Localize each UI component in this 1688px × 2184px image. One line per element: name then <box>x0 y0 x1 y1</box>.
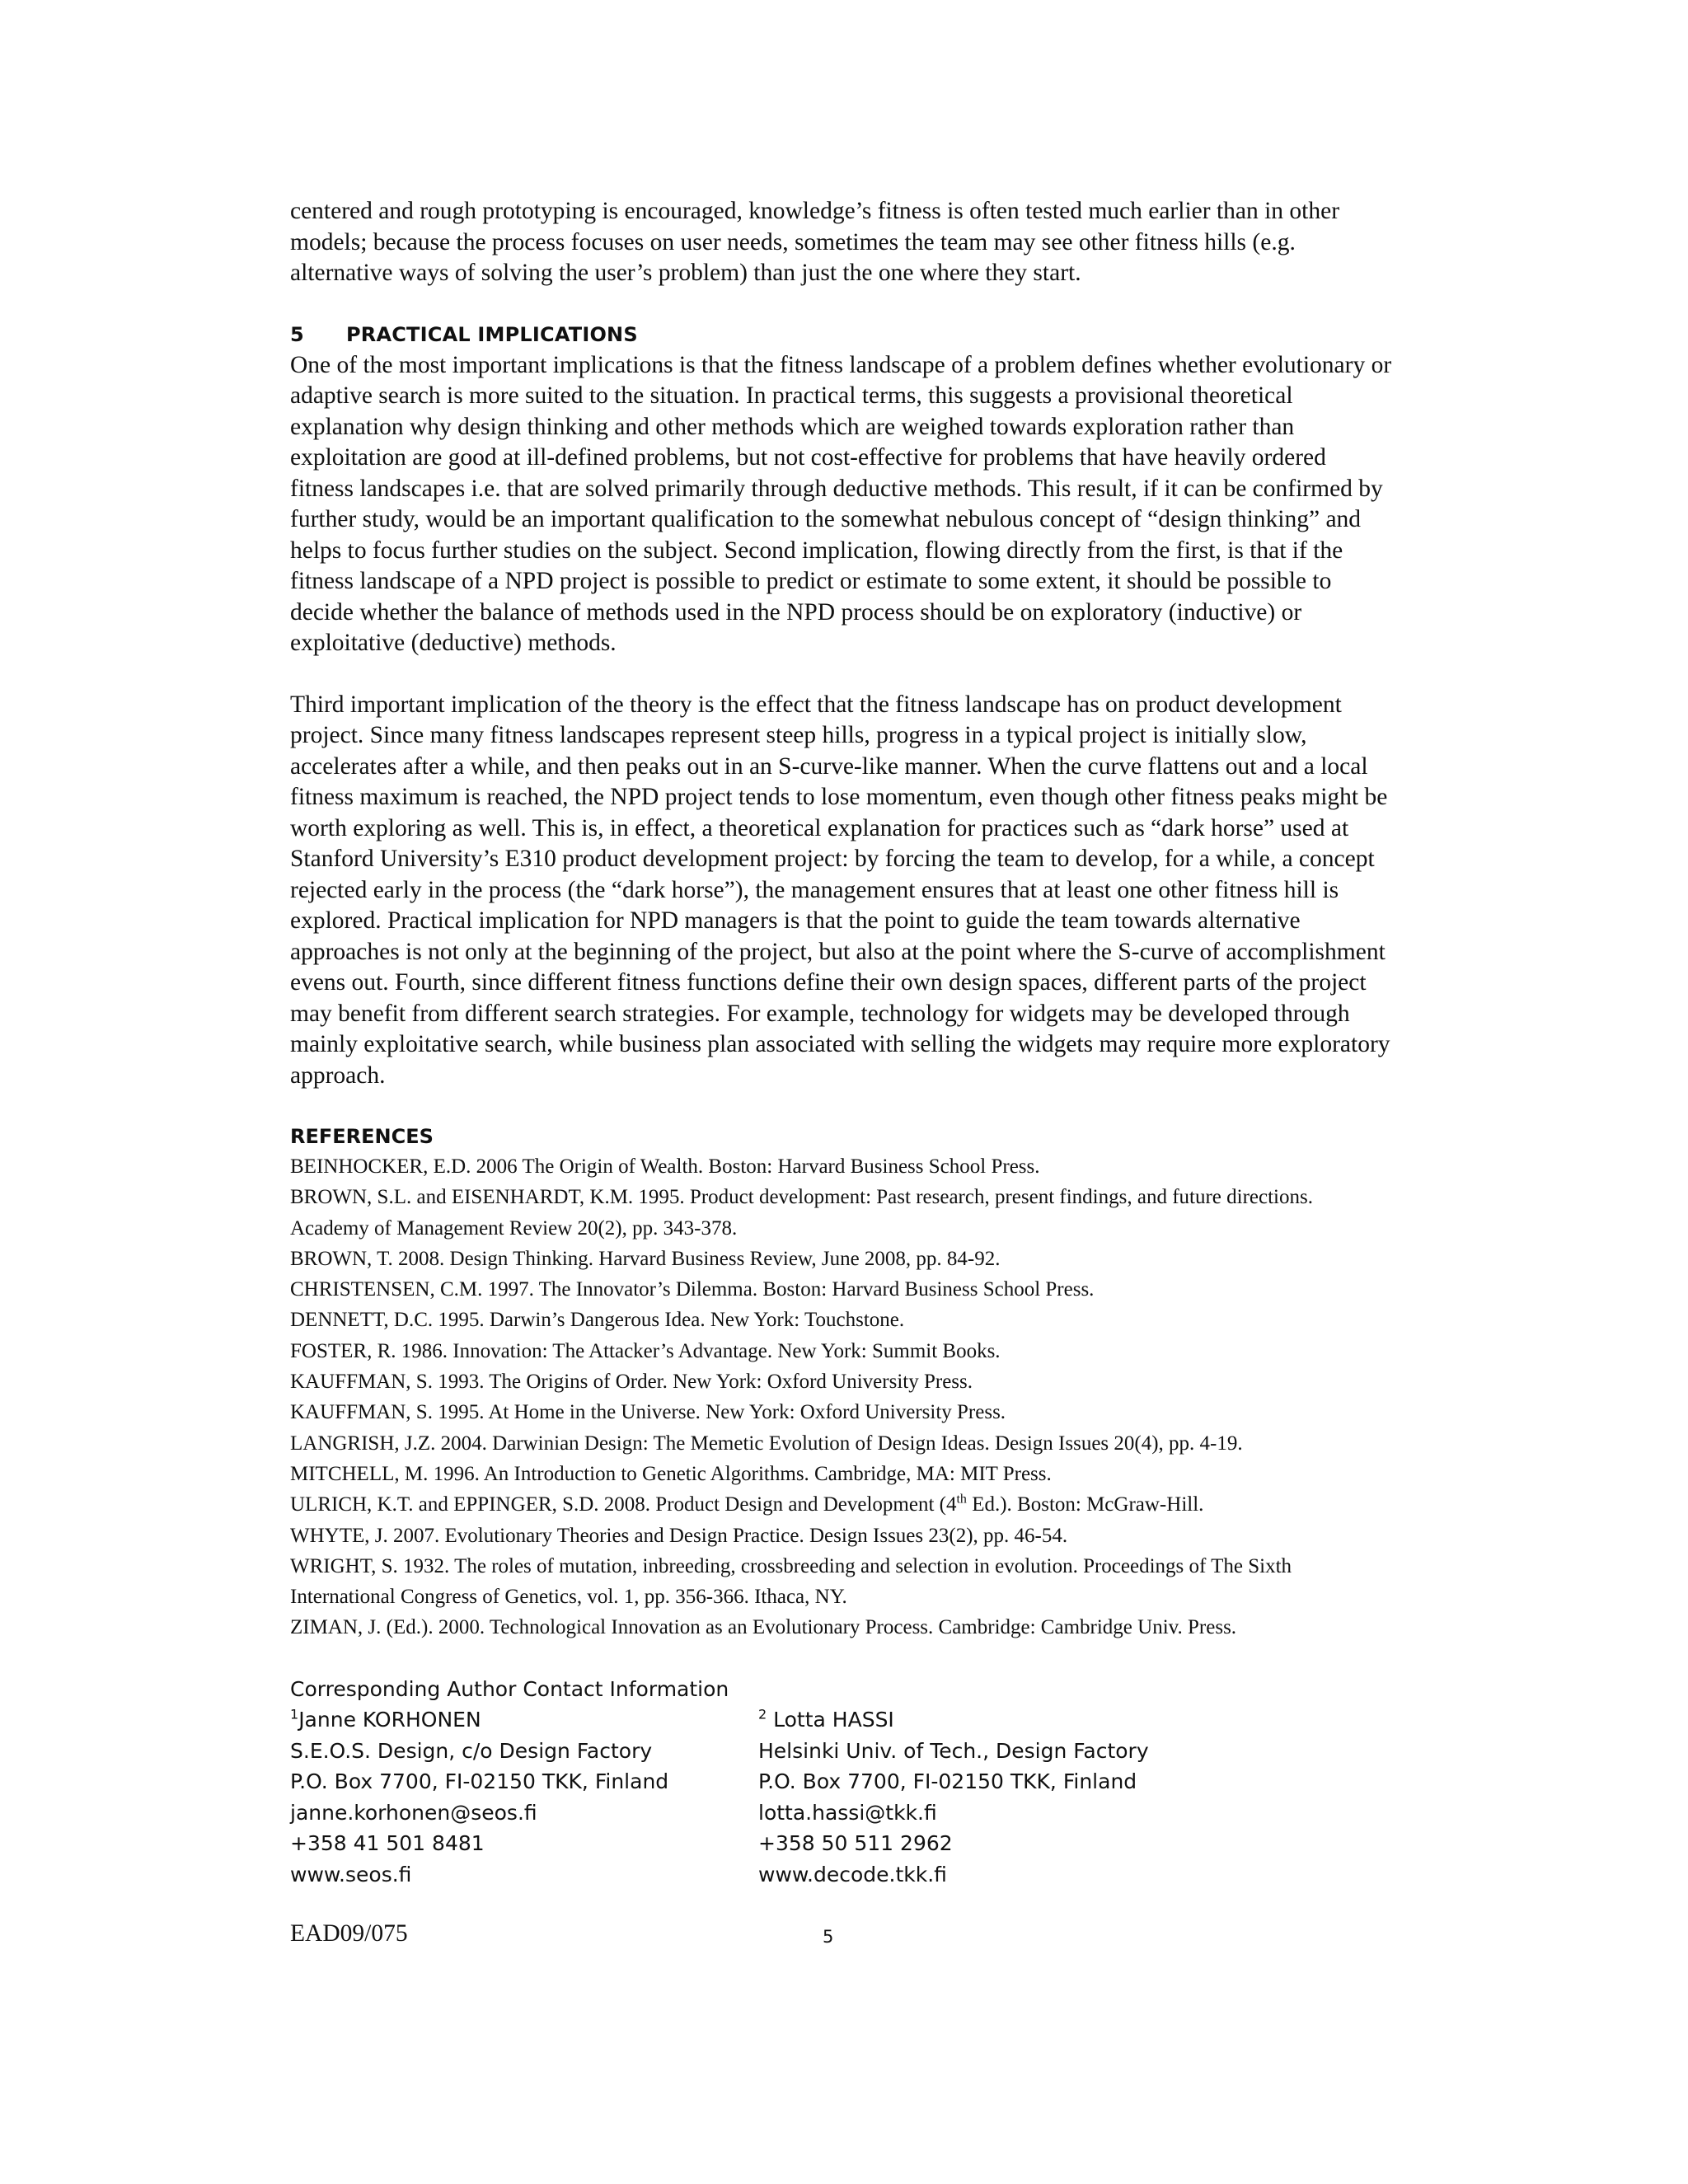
reference-item: BROWN, T. 2008. Design Thinking. Harvard Business Review, June 2008, pp. 84-92. <box>290 1247 1001 1270</box>
section-heading <box>290 320 1395 350</box>
reference-item: FOSTER, R. 1986. Innovation: The Attacker’s Advantage. New York: Summit Books. <box>290 1339 1001 1362</box>
contact-block <box>290 1704 1395 1890</box>
reference-item: CHRISTENSEN, C.M. 1997. The Innovator’s Dilemma. Boston: Harvard Business School Press. <box>290 1278 1095 1301</box>
author-web: www.seos.fi <box>290 1862 412 1886</box>
page-footer <box>290 1917 1395 1950</box>
author-organization: Helsinki Univ. of Tech., Design Factory <box>758 1738 1149 1763</box>
superscript: th <box>956 1492 967 1507</box>
author-marker: 1 <box>290 1706 299 1722</box>
section-title: PRACTICAL IMPLICATIONS <box>346 322 638 346</box>
reference-item: KAUFFMAN, S. 1995. At Home in the Universe. New York: Oxford University Press. <box>290 1401 1006 1424</box>
reference-item: BEINHOCKER, E.D. 2006 The Origin of Wealth. Boston: Harvard Business School Press. <box>290 1155 1040 1178</box>
references-list <box>290 1151 1395 1643</box>
author-name-text: Janne KORHONEN <box>298 1708 481 1732</box>
page-number: 5 <box>823 1927 834 1947</box>
author-address: P.O. Box 7700, FI-02150 TKK, Finland <box>758 1769 1137 1794</box>
section-paragraph-2: Third important implication of the theory is the effect that the fitness landscape has on product development project. Since many fitness landscapes represent steep hills, progress in a typical project is initially slow, accelerates after a while, and then peaks out in an S-curve-like manner. When the curve flattens out and a local fitness maximum is reached, the NPD project tends to lose momentum, even though other fitness peaks might be worth exploring as well. This is, in effect, a theoretical explanation for practices such as “dark horse” used at Stanford University’s E310 product development project: by forcing the team to develop, for a while, a concept rejected early in the process (the “dark horse”), the management ensures that at least one other fitness hill is explored. Practical implication for NPD managers is that the point to guide the team towards alternative approaches is not only at the beginning of the project, but also at the point where the S-curve of accomplishment evens out. Fourth, since different fitness functions define their own design spaces, different parts of the project may benefit from different search strategies. For example, technology for widgets may be developed through mainly exploitative search, while business plan associated with selling the widgets may require more exploratory approach. <box>290 691 1390 1089</box>
author-1-contact <box>290 1704 758 1890</box>
paper-code: EAD09/075 <box>290 1920 408 1947</box>
spacer <box>290 1643 1395 1674</box>
intro-paragraph: centered and rough prototyping is encouraged, knowledge’s fitness is often tested much earlier than in other models; because the process focuses on user needs, sometimes the team may see other fitness hills (e.g. alternative ways of solving the user’s problem) than just the one where they start. <box>290 198 1340 286</box>
reference-text: Ed.). Boston: McGraw-Hill. <box>966 1493 1204 1516</box>
section-paragraph-1: One of the most important implications is that the fitness landscape of a problem defines whether evolutionary or adaptive search is more suited to the situation. In practical terms, this suggests a provisional theoretical explanation why design thinking and other methods which are weighed towards exploration rather than exploitation are good at ill-defined problems, but not cost-effective for problems that have heavily ordered fitness landscapes i.e. that are solved primarily through deductive methods. This result, if it can be confirmed by further study, would be an important qualification to the somewhat nebulous concept of “design thinking” and helps to focus further studies on the subject. Second implication, flowing directly from the first, is that if the fitness landscape of a NPD project is possible to predict or estimate to some extent, it should be possible to decide whether the balance of methods used in the NPD process should be on exploratory (inductive) or exploitative (deductive) methods. <box>290 351 1392 656</box>
spacer <box>290 1091 1395 1122</box>
reference-text: ULRICH, K.T. and EPPINGER, S.D. 2008. Product Design and Development (4 <box>290 1493 957 1516</box>
references-heading: REFERENCES <box>290 1125 434 1148</box>
author-email: janne.korhonen@seos.fi <box>290 1800 537 1825</box>
page-content <box>290 196 1395 1890</box>
author-address: P.O. Box 7700, FI-02150 TKK, Finland <box>290 1769 669 1794</box>
author-phone: +358 50 511 2962 <box>758 1831 953 1856</box>
reference-item <box>290 1489 1395 1520</box>
contact-title: Corresponding Author Contact Information <box>290 1676 729 1701</box>
author-name <box>758 1704 1335 1736</box>
reference-item: MITCHELL, M. 1996. An Introduction to Genetic Algorithms. Cambridge, MA: MIT Press. <box>290 1462 1052 1485</box>
section-number: 5 <box>290 322 304 346</box>
spacer <box>290 289 1395 320</box>
reference-item: ZIMAN, J. (Ed.). 2000. Technological Innovation as an Evolutionary Process. Cambridge: Cambridge Univ. Press. <box>290 1616 1237 1639</box>
reference-item: DENNETT, D.C. 1995. Darwin’s Dangerous Idea. New York: Touchstone. <box>290 1309 905 1332</box>
author-marker: 2 <box>758 1706 767 1722</box>
author-name-text: Lotta HASSI <box>773 1708 894 1732</box>
author-2-contact <box>758 1704 1335 1890</box>
reference-item: KAUFFMAN, S. 1993. The Origins of Order. New York: Oxford University Press. <box>290 1371 973 1394</box>
author-organization: S.E.O.S. Design, c/o Design Factory <box>290 1738 653 1763</box>
author-email: lotta.hassi@tkk.fi <box>758 1800 937 1825</box>
reference-item: WRIGHT, S. 1932. The roles of mutation, inbreeding, crossbreeding and selection in evolution. Proceedings of The Sixth International Congress of Genetics, vol. 1, pp. 356-366. Ithaca, NY. <box>290 1554 1292 1609</box>
reference-item: BROWN, S.L. and EISENHARDT, K.M. 1995. Product development: Past research, present findings, and future directions. Academy of Management Review 20(2), pp. 343-378. <box>290 1186 1313 1240</box>
reference-item: WHYTE, J. 2007. Evolutionary Theories and Design Practice. Design Issues 23(2), pp. 46-54. <box>290 1524 1068 1547</box>
author-web: www.decode.tkk.fi <box>758 1862 947 1886</box>
reference-item: LANGRISH, J.Z. 2004. Darwinian Design: The Memetic Evolution of Design Ideas. Design Issues 20(4), pp. 4-19. <box>290 1432 1243 1455</box>
spacer <box>290 659 1395 690</box>
author-name <box>290 1704 758 1736</box>
author-phone: +358 41 501 8481 <box>290 1831 485 1856</box>
